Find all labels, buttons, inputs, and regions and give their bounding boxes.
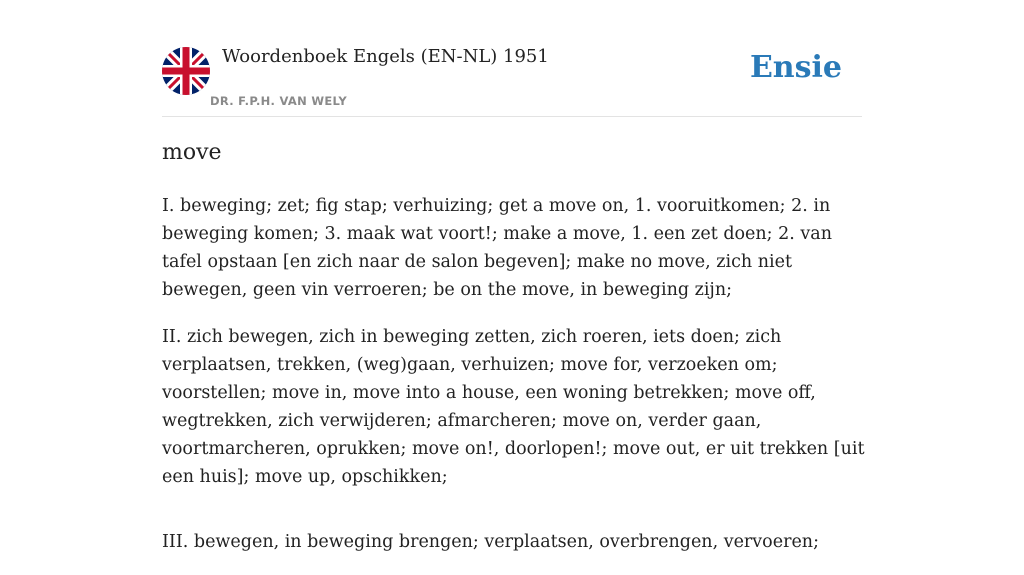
dictionary-title[interactable]: Woordenboek Engels (EN-NL) 1951 [222,46,549,67]
dictionary-author[interactable]: DR. F.P.H. VAN WELY [210,94,347,108]
ensie-logo-link[interactable]: Ensie [749,50,842,85]
definition-sense-1: I. beweging; zet; fig stap; verhuizing; get a move on, 1. vooruitkomen; 2. in beweging komen; 3. maak wat voort!; make a move, 1. een zet doen; 2. van tafel opstaan [en zich naar de salon begeven]; make no move, zich niet bewegen, geen vin verroeren; be on the move, in beweging zijn; [162,196,832,300]
definition-sense-3: III. bewegen, in beweging brengen; verplaatsen, overbrengen, vervoeren; [162,532,819,552]
entry-headword: move [162,140,222,165]
dictionary-header [162,0,862,117]
definition-sense-2: II. zich bewegen, zich in beweging zetten, zich roeren, iets doen; zich verplaatsen, trekken, (weg)gaan, verhuizen; move for, verzoeken om; voorstellen; move in, move into a house, een woning betrekken; move off, wegtrekken, zich verwijderen; afmarcheren; move on, verder gaan, voortmarcheren, oprukken; move on!, doorlopen!; move out, er uit trekken [uit een huis]; move up, opschikken; [162,327,865,487]
united-kingdom-flag-icon [162,47,210,95]
entry-definitions [162,192,868,575]
page-container [162,0,865,552]
